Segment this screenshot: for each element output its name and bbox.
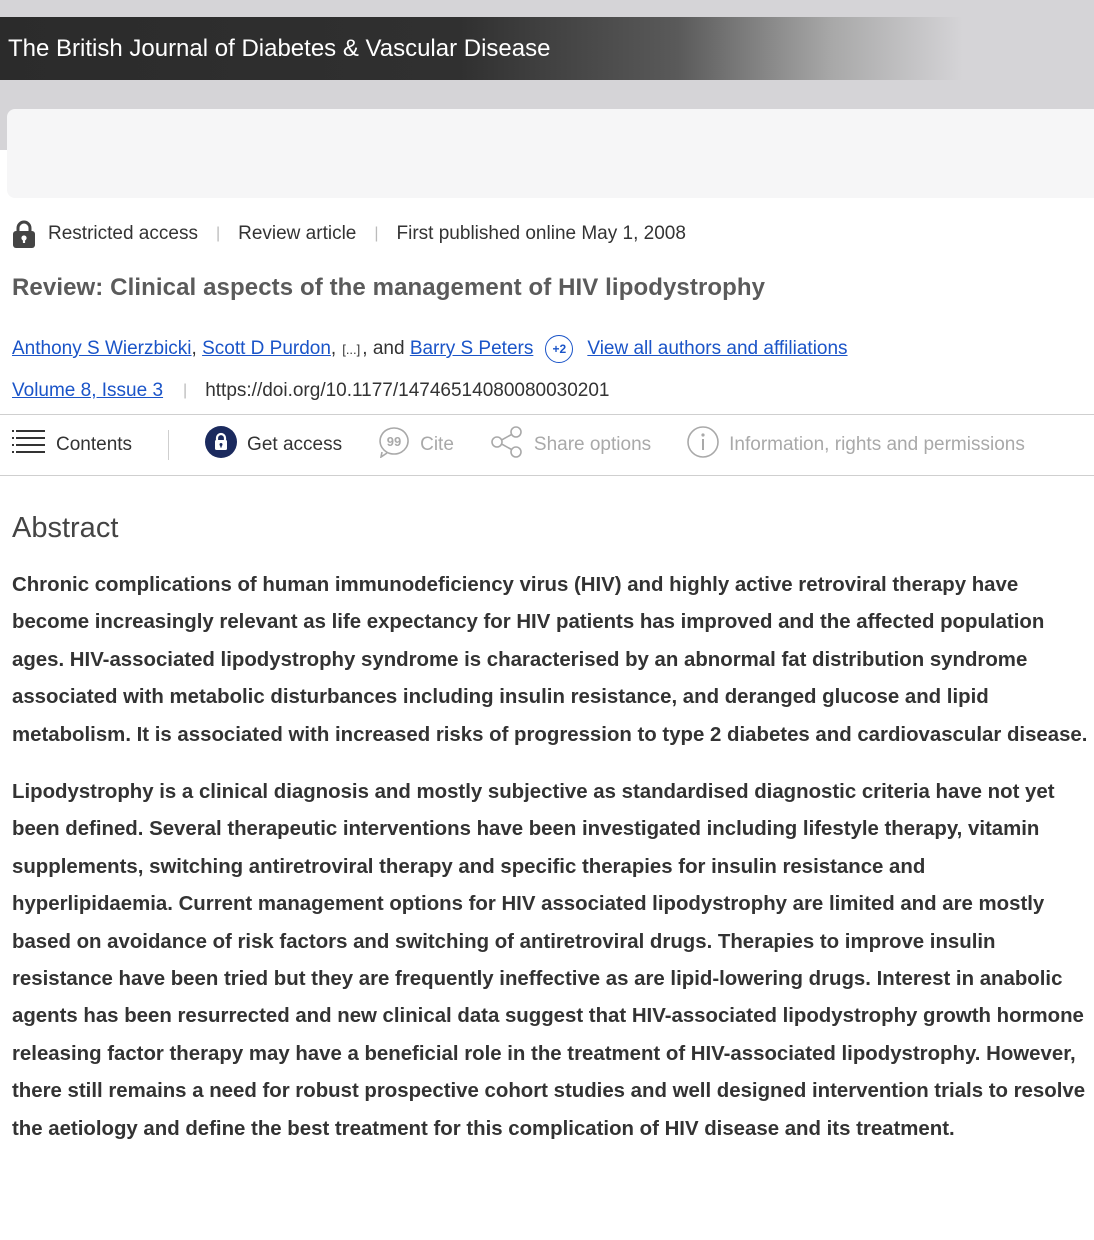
comma: , bbox=[330, 338, 337, 359]
author-link[interactable]: Anthony S Wierzbicki bbox=[12, 338, 192, 359]
article-title: Review: Clinical aspects of the management of HIV lipodystrophy bbox=[12, 274, 766, 301]
toolbar-divider bbox=[168, 430, 169, 460]
authors-ellipsis: [...] bbox=[342, 341, 361, 357]
volume-doi bbox=[12, 376, 610, 406]
author-link[interactable]: Scott D Purdon bbox=[202, 338, 331, 359]
view-all-authors-link[interactable]: View all authors and affiliations bbox=[587, 338, 848, 359]
get-access-button[interactable] bbox=[205, 415, 342, 475]
article-toolbar bbox=[0, 414, 1094, 476]
comma: , bbox=[191, 338, 203, 359]
author-link[interactable]: Barry S Peters bbox=[409, 338, 534, 359]
cite-label: Cite bbox=[420, 434, 454, 455]
contents-label: Contents bbox=[56, 434, 133, 455]
more-authors-badge[interactable]: +2 bbox=[545, 335, 573, 363]
authors bbox=[12, 334, 848, 364]
abstract-heading: Abstract bbox=[12, 512, 119, 544]
abstract-body bbox=[12, 567, 1088, 1168]
journal-title[interactable]: The British Journal of Diabetes & Vascular Disease bbox=[8, 35, 551, 62]
quote-icon bbox=[378, 426, 410, 464]
abstract-paragraph: Lipodystrophy is a clinical diagnosis and mostly subjective as standardised diagnostic criteria have not yet been defined. Several therapeutic interventions have been investigated including lifestyle therapy, vitamin supplements, switching antiretroviral therapy and specific therapies for insulin resistance and hyperlipidaemia. Current management options for HIV associated lipodystrophy are limited and are mostly based on avoidance of risk factors and switching of antiretroviral drugs. Therapies to improve insulin resistance have been tried but they are frequently ineffective as are lipid-lowering drugs. Interest in anabolic agents has been resurrected and new clinical data suggest that HIV-associated lipodystrophy growth hormone releasing factor therapy may have a beneficial role in the treatment of HIV-associated lipodystrophy. However, there still remains a need for robust prospective cohort studies and well designed intervention trials to resolve the aetiology and define the best treatment for this complication of HIV disease and its treatment. bbox=[12, 781, 1086, 1140]
article-type: Review article bbox=[238, 223, 357, 244]
contents-button[interactable] bbox=[12, 415, 132, 475]
abstract-paragraph: Chronic complications of human immunodeficiency virus (HIV) and highly active retroviral therapy have become increasingly relevant as life expectancy for HIV patients has improved and the affected population ages. HIV-associated lipodystrophy syndrome is characterised by an abnormal fat distribution syndrome associated with metabolic disturbances including insulin resistance, and deranged glucose and lipid metabolism. It is associated with increased risks of progression to type 2 diabetes and cardiovascular disease. bbox=[12, 574, 1088, 746]
share-options-label: Share options bbox=[533, 434, 652, 455]
info-rights-label: Information, rights and permissions bbox=[729, 434, 1025, 455]
volume-issue-link[interactable]: Volume 8, Issue 3 bbox=[12, 380, 164, 401]
lock-circle-icon bbox=[205, 426, 237, 464]
info-rights-button[interactable] bbox=[687, 415, 1025, 475]
divider: | bbox=[215, 225, 221, 242]
article-meta bbox=[12, 218, 686, 250]
get-access-label: Get access bbox=[247, 434, 343, 455]
cite-button[interactable] bbox=[378, 415, 454, 475]
hamburger-list-icon bbox=[12, 427, 46, 463]
ad-placeholder bbox=[7, 109, 1094, 198]
share-icon bbox=[490, 425, 524, 465]
divider: | bbox=[183, 382, 188, 399]
doi[interactable]: https://doi.org/10.1177/14746514080080030201 bbox=[205, 380, 610, 401]
svg-text:99: 99 bbox=[386, 434, 402, 449]
publication-date: First published online May 1, 2008 bbox=[396, 223, 686, 244]
divider: | bbox=[374, 225, 379, 242]
lock-icon bbox=[12, 220, 36, 248]
info-icon bbox=[687, 426, 719, 464]
and-text: , and bbox=[362, 338, 405, 359]
access-label: Restricted access bbox=[48, 223, 198, 244]
share-options-button[interactable] bbox=[490, 415, 651, 475]
